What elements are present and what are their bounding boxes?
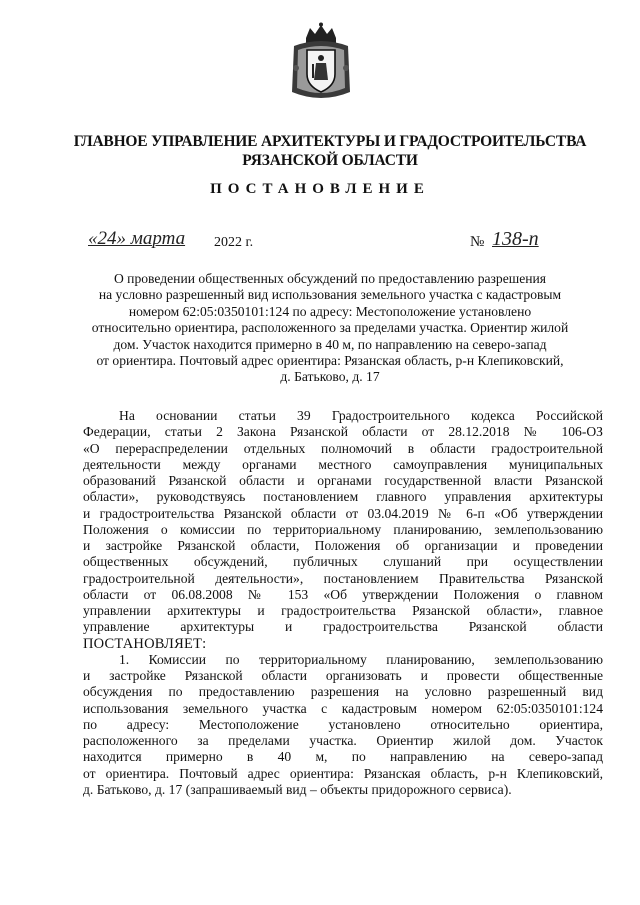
body-line: образований Рязанской области и органами государственной власти Рязанской	[83, 473, 603, 488]
body-line: управлении архитектуры и градостроительства Рязанской области», главное	[83, 603, 603, 618]
body-line: обсуждения по предоставлению разрешения на условно разрешенный вид	[83, 684, 603, 700]
date-number-row	[88, 228, 608, 258]
body-line: и градостроительства Рязанской области от 03.04.2019 № 6-п «Об утверждении	[83, 505, 603, 521]
paragraph-basis	[83, 408, 603, 636]
body-line: области», руководствуясь постановлением главного управления архитектуры	[83, 489, 603, 505]
ryazan-coat-of-arms-icon	[288, 22, 354, 104]
handwritten-document-number: 138-п	[492, 228, 539, 250]
document-body	[83, 408, 603, 798]
document-type-title: ПОСТАНОВЛЕНИЕ	[210, 181, 430, 197]
organization-name-line1: ГЛАВНОЕ УПРАВЛЕНИЕ АРХИТЕКТУРЫ И ГРАДОСТРОИТЕЛЬСТВА	[73, 133, 587, 150]
body-line: Федерации, статьи 2 Закона Рязанской области от 28.12.2018 № 106-ОЗ	[83, 424, 603, 440]
subject-line: О проведении общественных обсуждений по предоставлению разрешения	[113, 271, 547, 286]
body-line: «О перераспределении отдельных полномочий в области градостроительной	[83, 440, 603, 456]
body-line: использования земельного участка с кадастровым номером 62:05:0350101:124	[83, 700, 603, 716]
body-line: и застройке Рязанской области организовать и провести общественные	[83, 668, 603, 683]
body-line: д. Батьково, д. 17 (запрашиваемый вид – объекты придорожного сервиса).	[83, 781, 512, 797]
resolution-keyword: ПОСТАНОВЛЯЕТ:	[83, 635, 207, 652]
body-line: 1. Комиссии по территориальному планированию, землепользованию	[119, 651, 603, 667]
body-line: от ориентира. Почтовый адрес ориентира: Рязанская область, р-н Клепиковский,	[83, 765, 603, 781]
subject-line: на условно разрешенный вид использования земельного участка с кадастровым	[98, 287, 562, 303]
document-year: 2022 г.	[214, 235, 254, 250]
body-line: Положения о комиссии по территориальному планированию, землепользованию	[83, 521, 603, 537]
number-sign: №	[470, 234, 485, 250]
subject-line: д. Батьково, д. 17	[280, 369, 380, 385]
body-line: градостроительной деятельности», постановлением Правительства Рязанской	[83, 570, 603, 586]
body-line: и застройке Рязанской области, Положения об организации и проведении	[83, 538, 603, 553]
subject-line: дом. Участок находится примерно в 40 м, по направлению на северо-запад	[113, 336, 547, 352]
subject-line: от ориентира. Почтовый адрес ориентира: Рязанская область, р-н Клепиковский,	[96, 353, 564, 369]
body-line: области от 06.08.2008 № 153 «Об утверждении Положения о главном	[83, 586, 603, 602]
subject-line: номером 62:05:0350101:124 по адресу: Местоположение установлено	[128, 303, 532, 319]
body-line: расположенного за пределами участка. Ориентир жилой дом. Участок	[83, 733, 603, 748]
paragraph-item-1	[83, 652, 603, 798]
body-line: по адресу: Местоположение установлено относительно ориентира,	[83, 716, 603, 732]
document-subject	[80, 271, 580, 386]
organization-name-line2: РЯЗАНСКОЙ ОБЛАСТИ	[242, 152, 418, 169]
subject-line: относительно ориентира, расположенного за пределами участка. Ориентир жилой	[91, 320, 569, 336]
handwritten-date: «24» марта	[88, 228, 186, 249]
body-line: На основании статьи 39 Градостроительного кодекса Российской	[119, 408, 603, 423]
body-line: деятельности между органами местного самоуправления муниципальных	[83, 456, 603, 472]
body-line: управление архитектуры и градостроительства Рязанской области	[83, 619, 603, 635]
organization-header	[60, 132, 600, 170]
body-line: находится примерно в 40 м, по направлению на северо-запад	[83, 749, 603, 765]
body-line: общественных обсуждений, публичных слушаний при осуществлении	[83, 554, 603, 570]
